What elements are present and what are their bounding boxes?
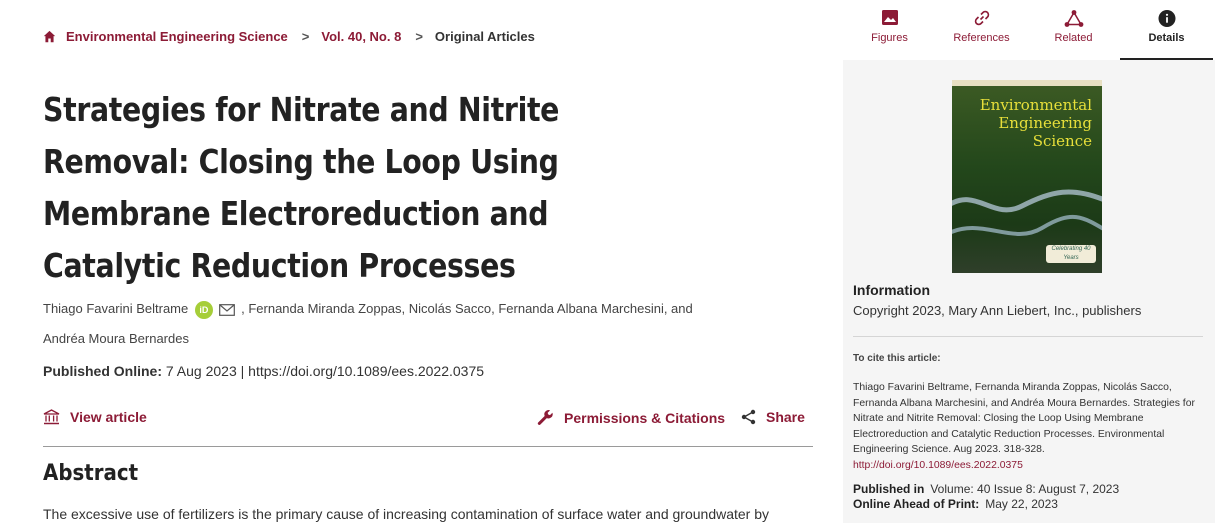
tab-related[interactable]	[1027, 0, 1120, 60]
tab-figures-label: Figures	[871, 32, 908, 44]
article-title: Strategies for Nitrate and Nitrite Removal: Closing the Loop Using Membrane Electroreduction and Catalytic Reduction Processes	[43, 90, 560, 285]
information-heading: Information	[853, 282, 930, 298]
online-ahead-of-print	[853, 497, 1058, 511]
cover-top-band	[952, 80, 1102, 86]
breadcrumb-current: Original Articles	[434, 29, 535, 44]
river-landscape-illustration	[952, 176, 1102, 246]
cover-title-line: Environmental	[979, 96, 1092, 114]
tab-figures[interactable]	[843, 0, 936, 60]
orcid-icon[interactable]: iD	[195, 301, 213, 319]
tab-references[interactable]	[935, 0, 1028, 60]
online-ahead-label: Online Ahead of Print:	[853, 497, 980, 511]
share-icon	[741, 409, 756, 425]
citation-doi-link[interactable]: http://doi.org/10.1089/ees.2022.0375	[853, 459, 1023, 471]
view-article-button[interactable]	[43, 409, 147, 425]
sidebar-tabs	[843, 0, 1215, 60]
published-in-value: Volume: 40 Issue 8: August 7, 2023	[930, 482, 1120, 496]
mail-icon[interactable]	[219, 304, 235, 316]
tab-details-label: Details	[1148, 32, 1185, 44]
link-icon	[974, 10, 990, 26]
image-icon	[882, 10, 898, 25]
divider	[43, 446, 813, 447]
breadcrumb-journal-link[interactable]: Environmental Engineering Science	[66, 29, 288, 44]
author-last[interactable]: Andréa Moura Bernardes	[43, 331, 189, 346]
published-online	[43, 363, 484, 379]
sidebar-divider	[853, 336, 1203, 337]
tab-references-label: References	[953, 32, 1010, 44]
cover-title-line: Engineering	[998, 114, 1092, 132]
view-article-label: View article	[70, 409, 147, 425]
permissions-citations-button[interactable]	[537, 409, 725, 426]
citation-block	[853, 380, 1203, 473]
details-sidebar	[843, 0, 1215, 523]
breadcrumb-issue-link[interactable]: Vol. 40, No. 8	[321, 29, 402, 44]
cite-heading: To cite this article:	[853, 353, 941, 364]
journal-cover-image[interactable]	[952, 80, 1102, 273]
info-icon	[1158, 10, 1175, 27]
cover-title-line: Science	[1032, 132, 1092, 150]
published-label: Published Online:	[43, 363, 163, 379]
celebrating-badge: Celebrating 40 Years	[1046, 245, 1096, 263]
breadcrumb-separator: >	[415, 29, 423, 44]
home-icon[interactable]	[43, 30, 56, 43]
published-in	[853, 482, 1119, 496]
copyright-text: Copyright 2023, Mary Ann Liebert, Inc., publishers	[853, 303, 1142, 318]
author-list	[43, 294, 703, 354]
wrench-icon	[537, 409, 554, 426]
citation-text: Thiago Favarini Beltrame, Fernanda Miranda Zoppas, Nicolás Sacco, Fernanda Albana Marchesini, and Andréa Moura Bernardes. Strategies for Nitrate and Nitrite Removal: Closing the Loop Using Membrane Electroreduction and Catalytic Reduction Processes. Environmental Engineering Science. Aug 2023. 318-328.	[853, 382, 1195, 455]
institution-icon	[43, 409, 60, 425]
tab-related-label: Related	[1054, 32, 1093, 44]
related-icon	[1064, 10, 1084, 27]
author-link[interactable]: Thiago Favarini Beltrame	[43, 301, 189, 316]
breadcrumb-separator: >	[301, 29, 310, 44]
cover-title	[980, 96, 1092, 150]
author-list-rest[interactable]: , Fernanda Miranda Zoppas, Nicolás Sacco, Fernanda Albana Marchesini, and	[241, 301, 693, 316]
tab-details[interactable]	[1120, 0, 1213, 60]
abstract-text: The excessive use of fertilizers is the primary cause of increasing contamination of surface water and groundwater by	[43, 506, 770, 522]
share-button[interactable]	[741, 409, 805, 425]
share-label: Share	[766, 409, 805, 425]
published-value[interactable]: 7 Aug 2023 | https://doi.org/10.1089/ees.2022.0375	[165, 363, 485, 379]
article-actions	[43, 405, 813, 433]
permissions-citations-label: Permissions & Citations	[564, 409, 726, 426]
online-ahead-value: May 22, 2023	[985, 497, 1058, 511]
abstract-heading: Abstract	[43, 461, 139, 486]
breadcrumb	[43, 29, 535, 44]
published-in-label: Published in	[853, 482, 925, 496]
